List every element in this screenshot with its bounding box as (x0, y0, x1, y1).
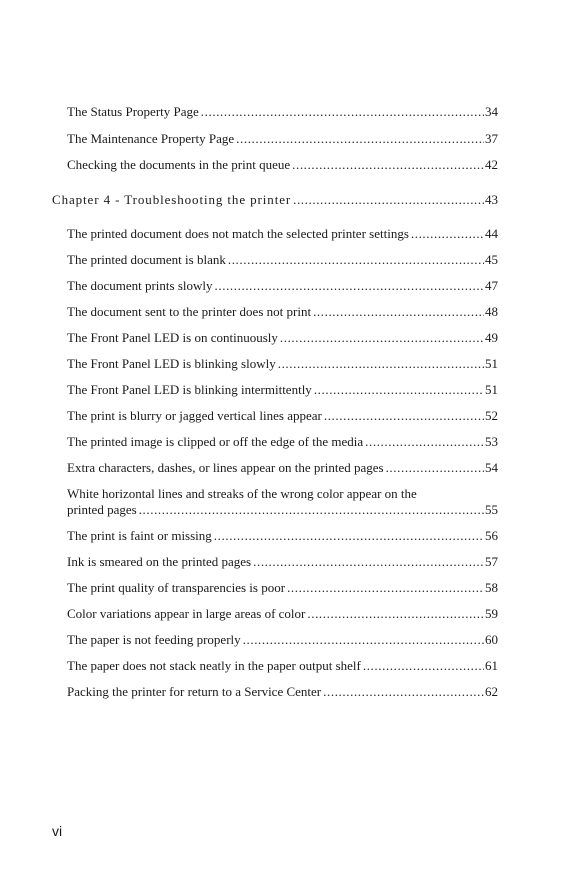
dot-leader (313, 304, 484, 320)
toc-entry-title: The Front Panel LED is blinking intermittently (67, 382, 312, 397)
toc-entry[interactable] (67, 104, 498, 120)
dot-leader (411, 226, 484, 242)
toc-entry-page: 59 (485, 606, 498, 621)
toc-entry-title: The Maintenance Property Page (67, 131, 235, 146)
dot-leader (323, 684, 484, 700)
toc-entry-page: 52 (485, 408, 498, 423)
dot-leader (292, 157, 484, 173)
toc-entry[interactable] (67, 131, 498, 147)
toc-entry-title: The print is faint or missing (67, 528, 212, 543)
toc-entry-title: Packing the printer for return to a Service Center (67, 684, 322, 699)
toc-entry-page: 44 (485, 226, 498, 241)
dot-leader (243, 632, 484, 648)
toc-entry-page: 49 (485, 330, 498, 345)
toc-entry[interactable] (67, 528, 498, 544)
toc-entry-title: The printed document is blank (67, 252, 226, 267)
toc-entry-page: 45 (485, 252, 498, 267)
toc-entry-page: 61 (485, 658, 498, 673)
toc-entry-page: 60 (485, 632, 498, 647)
toc-entry-page: 51 (485, 382, 498, 397)
dot-leader (280, 330, 484, 346)
toc-entry-title: The printed document does not match the selected printer settings (67, 226, 409, 241)
toc-entry-title: The Front Panel LED is blinking slowly (67, 356, 276, 371)
dot-leader (324, 408, 484, 424)
toc-entry-page: 34 (485, 104, 498, 119)
toc-entry[interactable] (67, 278, 498, 294)
toc-entry[interactable] (67, 356, 498, 372)
toc-entry-page: 48 (485, 304, 498, 319)
dot-leader (287, 580, 484, 596)
toc-entry[interactable] (67, 580, 498, 596)
toc-entry[interactable] (67, 157, 498, 173)
toc-entry[interactable] (67, 382, 498, 398)
toc-entry[interactable] (67, 304, 498, 320)
toc-entry[interactable] (67, 684, 498, 700)
toc-entry-page: 55 (485, 502, 498, 517)
toc-entry[interactable] (67, 486, 498, 518)
toc-entry-page: 56 (485, 528, 498, 543)
dot-leader (293, 192, 484, 208)
dot-leader (278, 356, 484, 372)
toc-entry-title: The document prints slowly (67, 278, 213, 293)
toc-entry[interactable] (67, 554, 498, 570)
dot-leader (365, 434, 484, 450)
toc-entry-title: The print is blurry or jagged vertical lines appear (67, 408, 322, 423)
toc-entry-page: 37 (485, 131, 498, 146)
toc-entry-title: Ink is smeared on the printed pages (67, 554, 252, 569)
toc-entry[interactable] (67, 460, 498, 476)
dot-leader (363, 658, 484, 674)
toc-entry[interactable] (67, 408, 498, 424)
toc-entry-title: Color variations appear in large areas of color (67, 606, 306, 621)
toc-entry[interactable] (67, 226, 498, 242)
toc-entry-title: The paper is not feeding properly (67, 632, 241, 647)
toc-chapter-title: Chapter 4 - Troubleshooting the printer (52, 192, 292, 207)
toc-entry-title: Checking the documents in the print queue (67, 157, 291, 172)
dot-leader (228, 252, 484, 268)
page-number: vi (52, 823, 63, 839)
toc-chapter-heading[interactable] (52, 192, 498, 208)
toc-entry-page: 58 (485, 580, 498, 595)
toc-entry-title: The paper does not stack neatly in the paper output shelf (67, 658, 361, 673)
toc-entry-title: Extra characters, dashes, or lines appear on the printed pages (67, 460, 384, 475)
toc-entry-page: 51 (485, 356, 498, 371)
toc-entry[interactable] (67, 658, 498, 674)
toc-entry-title: White horizontal lines and streaks of the wrong color appear on the (67, 486, 417, 501)
toc-entry-page: 43 (485, 192, 498, 207)
dot-leader (253, 554, 484, 570)
dot-leader (201, 104, 484, 120)
toc-entry-title-continued: printed pages (67, 502, 137, 517)
dot-leader (307, 606, 484, 622)
toc-entry[interactable] (67, 330, 498, 346)
toc-entry-title: The Front Panel LED is on continuously (67, 330, 278, 345)
toc-entry-title: The print quality of transparencies is poor (67, 580, 286, 595)
toc-entry[interactable] (67, 252, 498, 268)
toc-entry-page: 53 (485, 434, 498, 449)
toc-entry-title: The document sent to the printer does not print (67, 304, 312, 319)
toc-entry[interactable] (67, 606, 498, 622)
dot-leader (215, 278, 484, 294)
toc-entry-page: 57 (485, 554, 498, 569)
dot-leader (314, 382, 484, 398)
dot-leader (236, 131, 484, 147)
dot-leader (139, 502, 484, 518)
dot-leader (386, 460, 484, 476)
toc-entry-page: 42 (485, 157, 498, 172)
toc-entry-page: 47 (485, 278, 498, 293)
toc-entry-page: 62 (485, 684, 498, 699)
toc-entry[interactable] (67, 632, 498, 648)
toc-entry[interactable] (67, 434, 498, 450)
toc-entry-title: The Status Property Page (67, 104, 199, 119)
dot-leader (214, 528, 484, 544)
toc-entry-title: The printed image is clipped or off the edge of the media (67, 434, 364, 449)
toc-entry-page: 54 (485, 460, 498, 475)
